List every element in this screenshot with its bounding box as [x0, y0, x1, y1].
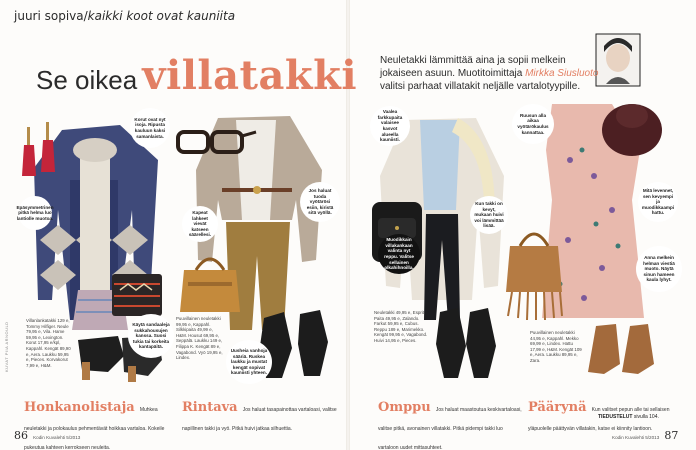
note-uusheia-text: Uusheia vanhoja sääriä. Ruskea laukku ja mustat kengät sopivat kauniisti yhteen. [230, 348, 268, 376]
note-vaalea [370, 106, 410, 146]
note-kun [470, 196, 508, 234]
note-kayta [128, 314, 174, 358]
oxford-shoes-image [436, 308, 496, 378]
wide-brim-hat-image [602, 104, 662, 156]
intro-after: valitsi parhaat villatakit neljälle vartalotyypille. [380, 81, 581, 92]
photo-credit: KUVAT PIIA ARNOULD [4, 321, 9, 372]
section-paaryna-head: Päärynä [528, 400, 587, 415]
folio-left [14, 424, 80, 443]
ankle-boots-image [588, 324, 654, 374]
page-number-right: 87 [664, 429, 679, 442]
section-rintava-head: Rintava [182, 400, 238, 415]
fringe-bag-image [506, 234, 562, 320]
section-honkan-head: Honkanolistaja [24, 400, 135, 415]
section-rintava [182, 396, 338, 434]
section-rintava-text: Jos haluat tasapainottaa vartaloasi, valitse napillinen takki ja vyö. Pitkä huivi jatkaa silhuettia. [182, 407, 337, 432]
note-ruusu [512, 104, 554, 144]
section-omppu [378, 396, 524, 450]
credits-rintava: Puuvillainen neuletakki 99,95 e, Kappahl. Silkkipaita 49,99 e, H&M. Housut 69,95 e, Seppälä. Laukku 149 e, Filippa K. Kengät 89 e, Vagabond. Vyö 19,95 e, Lindex. [176, 316, 223, 361]
title-large: villatakki [142, 52, 358, 99]
note-korut [130, 108, 170, 148]
note-mita [638, 182, 678, 222]
note-muodikkain [378, 234, 420, 274]
note-kun-text: Kun takki on kevyt, mukaan huivi voi lämmittää lisää. [474, 201, 504, 229]
magazine-name-left: Kodin Kuvalehti 5/2013 [33, 435, 81, 440]
intro-text [380, 54, 606, 93]
credits-omppu: Neuletakki 49,95 e, Esprit. Paita 49,95 e, Zalando. Farkut 59,95 e, Cubus. Reppu 189 e, Marimekko. Kengät 99,95 e, Vagabond. Huivi 14,95 e, Pieces. [374, 310, 428, 343]
note-kapeat [182, 206, 218, 242]
note-korut-text: Korut ovat nyt isoja. Ripusta kauluun kaksi samanlaista. [134, 116, 166, 139]
ethnic-clutch-image [112, 274, 162, 316]
section-paaryna-text: Kun valitset pepun alle tai sellaisen yläpuolelle päättyvän villatakin, katse ei kiinnity lantioon. [528, 407, 670, 432]
page-number-left: 86 [14, 429, 28, 442]
note-epasymmetri [18, 196, 52, 230]
credits-paaryna: Puuvillainen neuletakki 44,95 e, Kappahl. Mekko 69,99 e, Lindex. Hattu 17,99 e, H&M. Kengät 109 e, Aera. Laukku 89,95 e, Zara. [530, 330, 582, 363]
credits-honkan: Villanlankatakki 129 e, Tommy Hilfiger. Neule 79,95 e, Vila. Hame 59,95 e, Lexington. Korut 17,95 e/kpl, Kappahl. Kengät 89,90 e, Aera. Laukku 59,95 e, Pieces. Korvakorut 7,99 e, H&M. [26, 318, 71, 368]
note-vaalea-text: Vaalea farkkupaita valaisee kasvot alueella kauniisti. [377, 109, 403, 143]
tiedustelut-note [598, 414, 659, 420]
folio-right [612, 424, 678, 443]
note-kapeat-text: Kapeat lahkeet vievät katseen säärellesi. [188, 210, 212, 238]
magazine-name-right: Kodin Kuvalehti 5/2013 [612, 435, 660, 440]
tiedustelut-label: TIEDUSTELUT [598, 414, 633, 420]
note-epasymmetri-text: Epäsymmetrinen pitkä helma luo lantiolle muotoa. [16, 204, 54, 221]
note-kayta-text: Käytä sandaaleja sukkahousujen kanssa. Suosi tukia tai korkeita kantapäitä. [132, 322, 170, 350]
note-mita-text: Mitä levennet, sen kevyempi ja muodikkaampi hattu. [641, 188, 675, 216]
title-small: Se oikea [36, 65, 138, 95]
section-omppu-head: Omppu [378, 400, 431, 415]
note-anna-text: Anna melkein helman viestiä muoto. Näytä sinun hameen kaula lyhyt. [643, 255, 675, 283]
tiedustelut-text: sivulla 104. [633, 414, 659, 420]
note-muodikkain-text: Muodikkain villakankaan valinta nyt reppu. Valitse sellainen olkahihnoilla. [384, 237, 414, 271]
note-jos [300, 182, 340, 222]
note-anna [636, 246, 682, 292]
note-uusheia [226, 340, 272, 384]
intro-author: Mirkka Siusluoto [525, 68, 599, 79]
section-honkan-text: Muhkea neuletakki ja polokaulus pehmentävät hoikkaa vartaloa. Kokeile pukeutua kahteen kerrokseen neuleita. [24, 407, 165, 450]
note-ruusu-text: Ruusun alla aikaa vyötärökaulus kannattaa. [517, 112, 549, 135]
intro-before: Neuletakki lämmittää aina ja sopii melkein jokaiseen asuun. Muotitoimittaja [380, 55, 566, 79]
kicker-emphasis: kaikki koot ovat kauniita [87, 9, 236, 23]
section-omppu-text: Jos haluat maastoutua keskivartaloasi, valitse pitkä, avonainen villatakki. Pitkä pidempi takki luo vartaloon uudet mittasuhteet. [378, 407, 522, 450]
note-jos-text: Jos haluat tuoda vyötärösi esiin, kiristä sitä vyöllä. [306, 188, 334, 216]
kicker-prefix: juuri sopiva/ [14, 9, 88, 23]
